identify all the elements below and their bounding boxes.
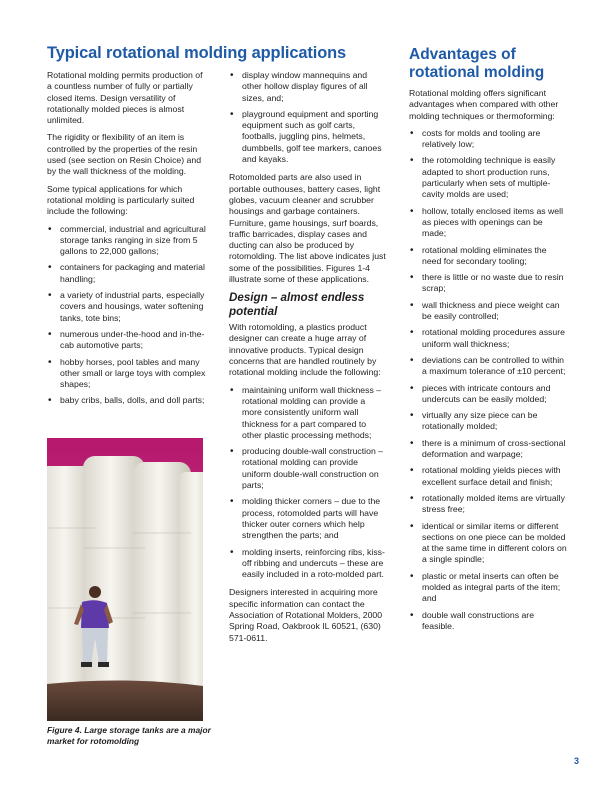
page-number: 3	[574, 756, 580, 766]
list-item: • double wall constructions are feasible.	[409, 610, 567, 633]
list-item: • costs for molds and tooling are relatively low;	[409, 128, 567, 151]
column-2	[229, 70, 387, 650]
list-item: • the rotomolding technique is easily adapted to short production runs, particularly when sets of multiple-cavity molds are used;	[409, 155, 567, 200]
list-item: • molding inserts, reinforcing ribs, kiss-off ribbing and undercuts – these are easily included in a roto-molded part.	[229, 547, 387, 581]
list-item: • commercial, industrial and agricultural storage tanks ranging in size from 5 gallons to 22,000 gallons;	[47, 224, 207, 258]
column-1	[47, 70, 207, 414]
paragraph: Rotational molding permits production of a countless number of fully or partially closed items. Design versatility of rotationally molded pieces is almost unlimited.	[47, 70, 203, 126]
list-item: • there is a minimum of cross-sectional deformation and warpage;	[409, 438, 567, 461]
list-item: • playground equipment and sporting equipment such as golf carts, footballs, juggling pins, helmets, dumbbells, golf tee markers, canoes and kayaks.	[229, 109, 387, 165]
figure-caption: Figure 4. Large storage tanks are a major market for rotomolding	[47, 725, 211, 746]
advantages-list	[409, 128, 567, 632]
paragraph: Rotational molding offers significant advantages when compared with other molding techniques or thermoforming:	[409, 88, 559, 121]
list-item: • identical or similar items or different sections on one piece can be molded at the same time in different colors on a single spindle;	[409, 521, 567, 566]
list-item: • display window mannequins and other hollow display figures of all sizes, and;	[229, 70, 387, 104]
section-subheading: Design – almost endless potential	[229, 291, 365, 318]
list-item: • there is little or no waste due to resin scrap;	[409, 272, 567, 295]
list-item: • baby cribs, balls, dolls, and doll parts;	[47, 395, 207, 406]
list-item: • deviations can be controlled to within a maximum tolerance of ±10 percent;	[409, 355, 567, 378]
list-item: • rotationally molded items are virtually stress free;	[409, 493, 567, 516]
list-item: • virtually any size piece can be rotationally molded;	[409, 410, 567, 433]
paragraph: The rigidity or flexibility of an item is controlled by the properties of the resin used (see section on Resin Choice) and by the wall thickness of the molding.	[47, 132, 202, 177]
storage-tanks-photo	[47, 438, 203, 721]
paragraph: With rotomolding, a plastics product designer can create a huge array of innovative products. Typical design concerns that are handled routinely by rotational molding include the following:	[229, 322, 381, 378]
list-item: • hobby horses, pool tables and many other small or large toys with complex shapes;	[47, 357, 207, 391]
design-concerns-list	[229, 385, 387, 581]
section-heading: Advantages of rotational molding	[409, 46, 545, 81]
list-item: • hollow, totally enclosed items as well as pieces with openings can be made;	[409, 206, 567, 240]
list-item: • containers for packaging and material handling;	[47, 262, 207, 285]
list-item: • wall thickness and piece weight can be easily controlled;	[409, 300, 567, 323]
list-item: • producing double-wall construction – rotational molding can provide uniform double-wall construction on parts;	[229, 446, 387, 491]
page-title: Typical rotational molding applications	[47, 44, 347, 62]
column-3	[409, 46, 567, 639]
paragraph: Some typical applications for which rotational molding is particularly suited include the following:	[47, 183, 195, 217]
list-item: • pieces with intricate contours and undercuts can be easily molded;	[409, 383, 567, 406]
list-item: • numerous under-the-hood and in-the-cab automotive parts;	[47, 329, 207, 352]
paragraph: Rotomolded parts are also used in portable outhouses, battery cases, light globes, vacuum cleaner and scrubber housings and garbage containers. Furniture, game housings, surf boards, traffic barricades, display cases and ducting can also be produced by rotomolding. The list above indicates just some of the possibilities. Figures 1-4 illustrate some of these applications.	[229, 172, 386, 285]
applications-list-continued	[229, 70, 387, 165]
paragraph: Designers interested in acquiring more specific information can contact the Association of Rotational Molders, 2000 Spring Road, Oakbrook IL 60521, (630) 571-0611.	[229, 587, 383, 643]
applications-list	[47, 224, 207, 407]
list-item: • plastic or metal inserts can often be molded as integral parts of the item; and	[409, 571, 567, 605]
list-item: • rotational molding procedures assure uniform wall thickness;	[409, 327, 567, 350]
list-item: • molding thicker corners – due to the process, rotomolded parts will have thicker outer corners which help strengthen the parts; and	[229, 496, 387, 541]
list-item: • a variety of industrial parts, especially covers and housings, water softening tanks, tote bins;	[47, 290, 207, 324]
list-item: • rotational molding eliminates the need for secondary tooling;	[409, 245, 567, 268]
list-item: • rotational molding yields pieces with excellent surface detail and finish;	[409, 465, 567, 488]
list-item: • maintaining uniform wall thickness – rotational molding can provide a more consistently uniform wall thickness for a part compared to other plastic processing methods;	[229, 385, 387, 441]
